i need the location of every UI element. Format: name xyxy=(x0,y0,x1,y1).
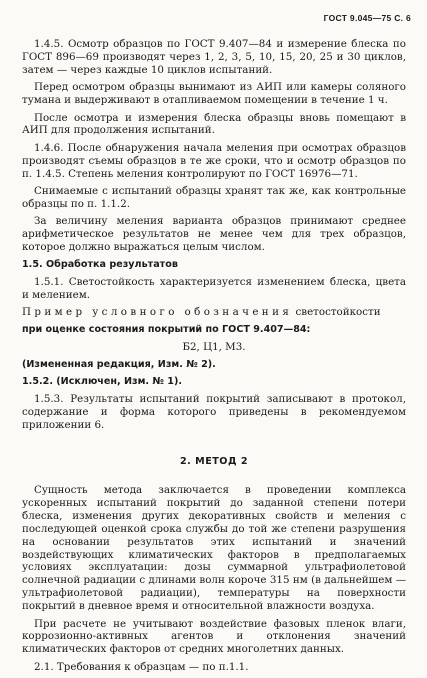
paragraph-1-4-6: 1.4.6. После обнаружения начала меления при осмотрах образцов производят съемы образцов в те же сроки, что и осмотр образцов по п. 1.4.5. Степень меления контролируют по ГОСТ 16976—71. xyxy=(22,141,406,180)
example-label-rest: светостойкости xyxy=(295,306,381,319)
example-line xyxy=(22,306,406,319)
example-code: Б2, Ц1, М3. xyxy=(182,341,246,354)
paragraph-1-5-1: 1.5.1. Светостойкость характеризуется изменением блеска, цвета и мелением. xyxy=(22,276,406,301)
paragraph-1-5-3: 1.5.3. Результаты испытаний покрытий записывают в протокол, содержание и форма которого приведены в рекомендуемом приложении 6. xyxy=(22,393,406,432)
paragraph-1-4-5: 1.4.5. Осмотр образцов по ГОСТ 9.407—84 и измерение блеска по ГОСТ 896—69 производят через 1, 2, 3, 5, 10, 15, 20, 25 и 30 циклов, затем — через каждые 10 циклов испытаний. xyxy=(22,38,406,76)
paragraph-after-inspection: После осмотра и измерения блеска образцы вновь помещают в АИП для продолжения испытаний. xyxy=(22,111,406,137)
page-header: ГОСТ 9.045—75 С. 6 xyxy=(323,13,411,23)
paragraph-chalking-value: За величину меления варианта образцов принимают среднее арифметическое результатов не менее чем для трех образцов, которое должно выражаться целым числом. xyxy=(22,215,406,254)
example-label: Пример условного обозначения xyxy=(22,306,293,319)
paragraph-1-5-2: 1.5.2. (Исключен, Изм. № 1). xyxy=(22,375,182,387)
example-continuation: при оценке состояния покрытий по ГОСТ 9.407—84: xyxy=(22,323,311,335)
paragraph-2-1: 2.1. Требования к образцам — по п.1.1. xyxy=(34,660,249,673)
document-body xyxy=(22,38,406,678)
method-2-heading: 2. МЕТОД 2 xyxy=(179,456,249,468)
paragraph-inspection: Перед осмотром образцы вынимают из АИП или камеры соляного тумана и выдерживают в отапливаемом помещении в течение 1 ч. xyxy=(22,81,406,107)
method-2-calculation: При расчете не учитывают воздействие фазовых пленок влаги, коррозионно-активных агентов и отклонения значений климатических факторов от средних многолетних данных. xyxy=(22,617,406,656)
method-2-essence: Сущность метода заключается в проведении комплекса ускоренных испытаний покрытий до заданной степени потери блеска, изменения других декоративных свойств и меления с последующей оценкой срока службы до той же степени разрушения на основании результатов этих испытаний и значений воздействующих климатических факторов в предполагаемых условиях эксплуатации: дозы суммарной ультрафиолетовой солнечной радиации с длинами волн короче 315 нм (в дальнейшем — ультрафиолетовой радиации), температуры на поверхности покрытий в дневное время и относительной влажности воздуха. xyxy=(22,483,406,613)
section-1-5-heading: 1.5. Обработка результатов xyxy=(22,258,178,270)
paragraph-storage: Снимаемые с испытаний образцы хранят так же, как контрольные образцы по п. 1.1.2. xyxy=(22,185,406,210)
amendment-note: (Измененная редакция, Изм. № 2). xyxy=(22,358,216,370)
